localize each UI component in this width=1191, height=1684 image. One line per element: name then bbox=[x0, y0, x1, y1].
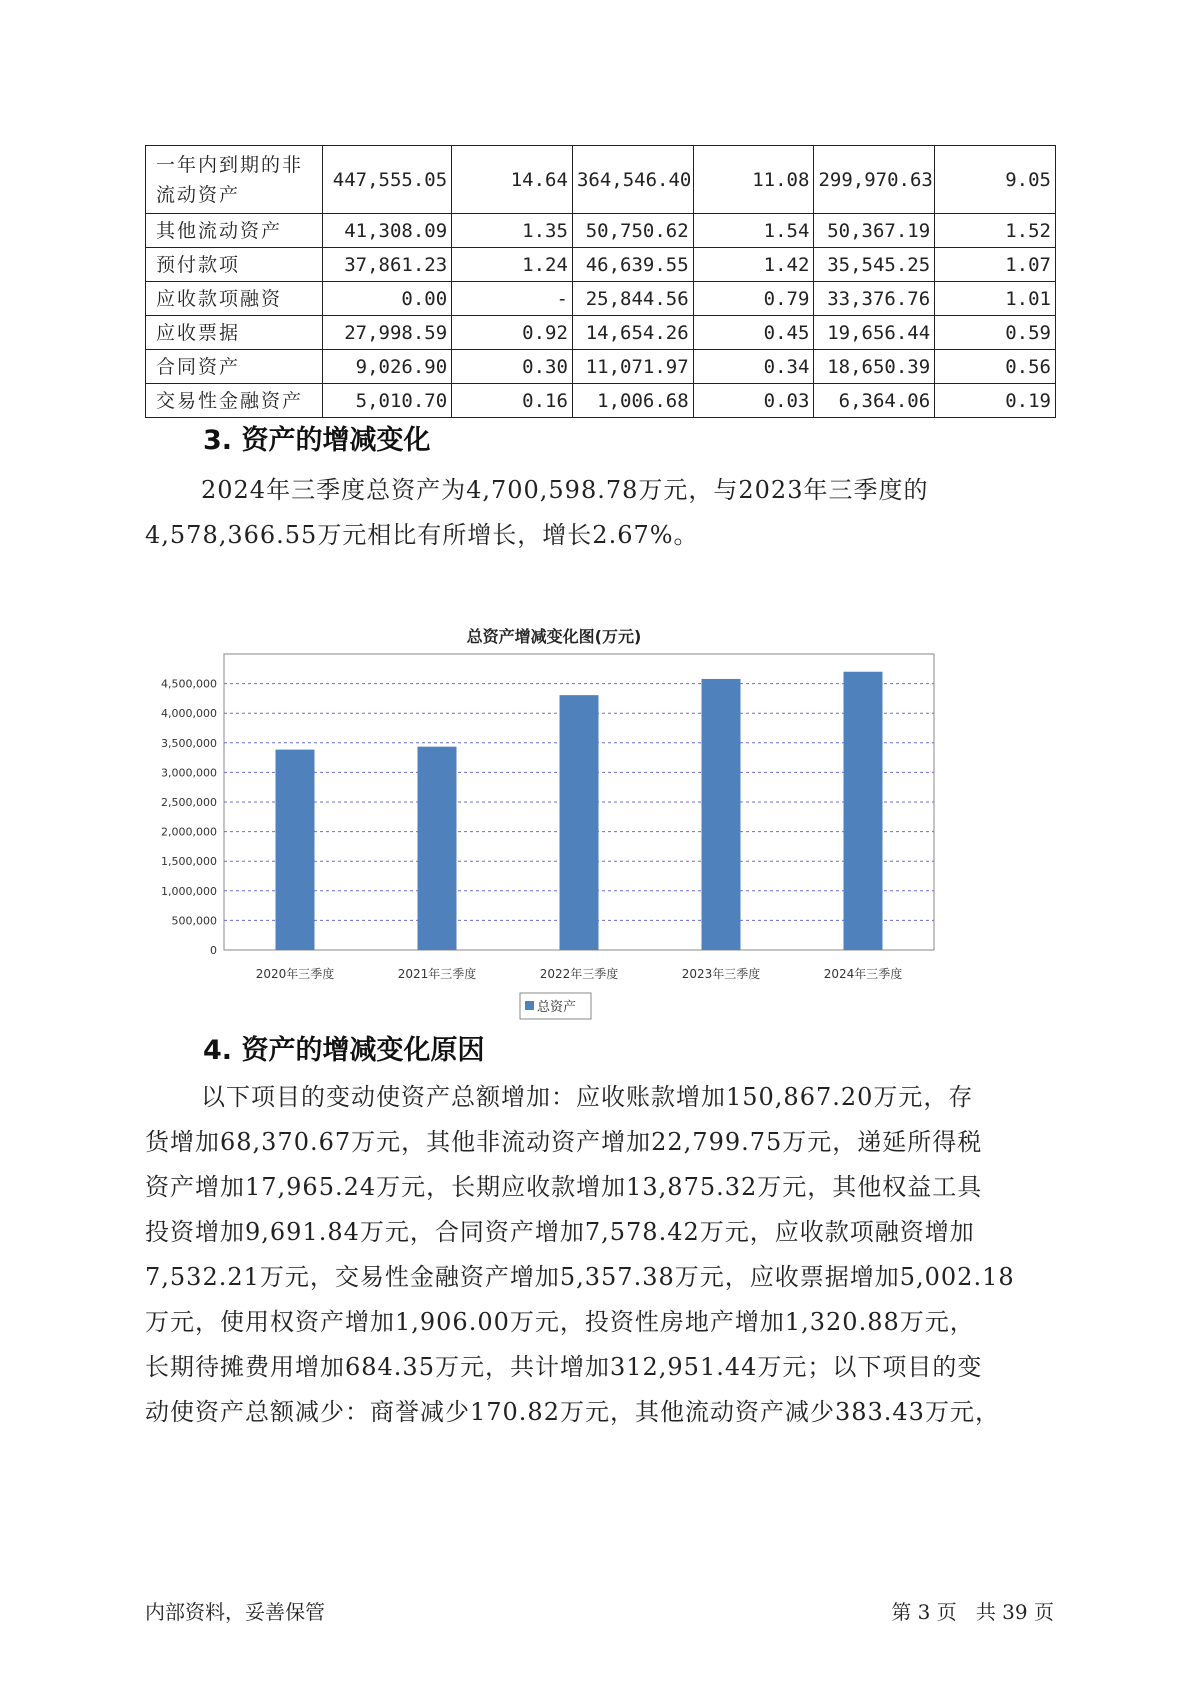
row-label: 合同资产 bbox=[146, 350, 323, 384]
cell-p2023: 11.08 bbox=[693, 146, 814, 214]
cell-p2024: - bbox=[452, 282, 573, 316]
table-row bbox=[146, 384, 1056, 418]
cell-v2022: 50,367.19 bbox=[814, 214, 935, 248]
total-assets-chart bbox=[140, 620, 1020, 1090]
y-tick-label: 1,000,000 bbox=[161, 884, 217, 898]
x-tick-label: 2023年三季度 bbox=[681, 967, 761, 981]
footer-page-number: 第 3 页 共 39 页 bbox=[891, 1600, 1054, 1624]
chart-svg bbox=[140, 620, 1020, 1090]
y-tick-label: 3,000,000 bbox=[161, 766, 217, 780]
cell-p2022: 1.07 bbox=[935, 248, 1056, 282]
cell-p2024: 0.30 bbox=[452, 350, 573, 384]
cell-p2022: 9.05 bbox=[935, 146, 1056, 214]
x-tick-label: 2024年三季度 bbox=[823, 967, 903, 981]
cell-v2022: 18,650.39 bbox=[814, 350, 935, 384]
section-4-line bbox=[145, 1255, 1055, 1300]
cell-v2024: 447,555.05 bbox=[322, 146, 451, 214]
bar bbox=[560, 695, 599, 950]
x-tick-label: 2020年三季度 bbox=[255, 967, 335, 981]
table-row bbox=[146, 350, 1056, 384]
y-tick-label: 0 bbox=[210, 944, 217, 957]
section-4-line-text: 以下项目的变动使资产总额增加：应收账款增加150,867.20万元，存 bbox=[201, 1083, 974, 1111]
cell-p2022: 1.01 bbox=[935, 282, 1056, 316]
cell-p2023: 0.79 bbox=[693, 282, 814, 316]
y-tick-label: 2,000,000 bbox=[161, 825, 217, 839]
row-label: 交易性金融资产 bbox=[146, 384, 323, 418]
cell-v2022: 35,545.25 bbox=[814, 248, 935, 282]
cell-v2023: 25,844.56 bbox=[572, 282, 693, 316]
cell-p2022: 0.59 bbox=[935, 316, 1056, 350]
cell-v2023: 46,639.55 bbox=[572, 248, 693, 282]
section-3-line-2: 4,578,366.55万元相比有所增长，增长2.67%。 bbox=[145, 521, 699, 549]
cell-p2023: 0.34 bbox=[693, 350, 814, 384]
row-label: 应收票据 bbox=[146, 316, 323, 350]
cell-v2022: 6,364.06 bbox=[814, 384, 935, 418]
cell-v2022: 33,376.76 bbox=[814, 282, 935, 316]
section-4-line bbox=[145, 1300, 1055, 1345]
cell-v2024: 41,308.09 bbox=[322, 214, 451, 248]
legend-label: 总资产 bbox=[537, 1000, 577, 1015]
section-4-line bbox=[145, 1075, 1055, 1120]
cell-v2024: 27,998.59 bbox=[322, 316, 451, 350]
asset-table bbox=[145, 145, 1056, 418]
section-4-line bbox=[145, 1165, 1055, 1210]
cell-p2022: 1.52 bbox=[935, 214, 1056, 248]
section-4-line-text: 7,532.21万元，交易性金融资产增加5,357.38万元，应收票据增加5,002.18 bbox=[145, 1263, 1015, 1291]
cell-p2023: 0.45 bbox=[693, 316, 814, 350]
cell-p2022: 0.19 bbox=[935, 384, 1056, 418]
row-label: 应收款项融资 bbox=[146, 282, 323, 316]
cell-p2024: 1.24 bbox=[452, 248, 573, 282]
section-4-line-text: 万元，使用权资产增加1,906.00万元，投资性房地产增加1,320.88万元， bbox=[145, 1308, 975, 1336]
cell-v2024: 37,861.23 bbox=[322, 248, 451, 282]
bar bbox=[276, 750, 315, 950]
row-label: 预付款项 bbox=[146, 248, 323, 282]
cell-v2023: 50,750.62 bbox=[572, 214, 693, 248]
cell-p2024: 0.16 bbox=[452, 384, 573, 418]
section-4-paragraph bbox=[145, 1075, 1055, 1435]
row-label: 其他流动资产 bbox=[146, 214, 323, 248]
cell-p2024: 14.64 bbox=[452, 146, 573, 214]
table-row bbox=[146, 316, 1056, 350]
x-tick-label: 2022年三季度 bbox=[539, 967, 619, 981]
y-tick-label: 500,000 bbox=[171, 914, 217, 928]
x-tick-label: 2021年三季度 bbox=[397, 967, 477, 981]
section-3-heading: 3. 资产的增减变化 bbox=[203, 425, 431, 456]
table-row bbox=[146, 248, 1056, 282]
cell-p2023: 1.54 bbox=[693, 214, 814, 248]
y-tick-label: 4,500,000 bbox=[161, 677, 217, 691]
cell-p2023: 1.42 bbox=[693, 248, 814, 282]
cell-v2023: 1,006.68 bbox=[572, 384, 693, 418]
chart-title: 总资产增减变化图(万元) bbox=[466, 627, 642, 646]
section-3-line-1: 2024年三季度总资产为4,700,598.78万元，与2023年三季度的 bbox=[201, 476, 929, 504]
legend-swatch bbox=[525, 1001, 534, 1010]
bar bbox=[702, 679, 741, 950]
cell-p2023: 0.03 bbox=[693, 384, 814, 418]
section-4-line bbox=[145, 1120, 1055, 1165]
cell-v2022: 299,970.63 bbox=[814, 146, 935, 214]
row-label: 一年内到期的非流动资产 bbox=[146, 146, 323, 214]
cell-p2024: 0.92 bbox=[452, 316, 573, 350]
section-4-line bbox=[145, 1345, 1055, 1390]
cell-v2023: 11,071.97 bbox=[572, 350, 693, 384]
y-tick-label: 3,500,000 bbox=[161, 736, 217, 750]
cell-p2022: 0.56 bbox=[935, 350, 1056, 384]
cell-v2023: 14,654.26 bbox=[572, 316, 693, 350]
table-row bbox=[146, 282, 1056, 316]
section-4-line-text: 长期待摊费用增加684.35万元，共计增加312,951.44万元；以下项目的变 bbox=[145, 1353, 983, 1381]
footer-confidential-note: 内部资料，妥善保管 bbox=[145, 1600, 325, 1624]
cell-p2024: 1.35 bbox=[452, 214, 573, 248]
section-4-line-text: 投资增加9,691.84万元，合同资产增加7,578.42万元，应收款项融资增加 bbox=[145, 1218, 975, 1246]
bar bbox=[418, 747, 457, 950]
y-tick-label: 1,500,000 bbox=[161, 855, 217, 869]
section-4-heading: 4. 资产的增减变化原因 bbox=[203, 1035, 485, 1066]
cell-v2024: 9,026.90 bbox=[322, 350, 451, 384]
section-4-line-text: 资产增加17,965.24万元，长期应收款增加13,875.32万元，其他权益工具 bbox=[145, 1173, 983, 1201]
y-tick-label: 4,000,000 bbox=[161, 707, 217, 721]
cell-v2024: 5,010.70 bbox=[322, 384, 451, 418]
table-row bbox=[146, 214, 1056, 248]
section-4-line bbox=[145, 1390, 1055, 1435]
table-row bbox=[146, 146, 1056, 214]
y-tick-label: 2,500,000 bbox=[161, 796, 217, 809]
section-4-line-text: 货增加68,370.67万元，其他非流动资产增加22,799.75万元，递延所得税 bbox=[145, 1128, 983, 1156]
section-4-line bbox=[145, 1210, 1055, 1255]
cell-v2024: 0.00 bbox=[322, 282, 451, 316]
section-3-paragraph bbox=[145, 468, 1055, 558]
section-4-line-text: 动使资产总额减少：商誉减少170.82万元，其他流动资产减少383.43万元， bbox=[145, 1398, 1000, 1426]
cell-v2022: 19,656.44 bbox=[814, 316, 935, 350]
cell-v2023: 364,546.40 bbox=[572, 146, 693, 214]
bar bbox=[844, 672, 883, 950]
